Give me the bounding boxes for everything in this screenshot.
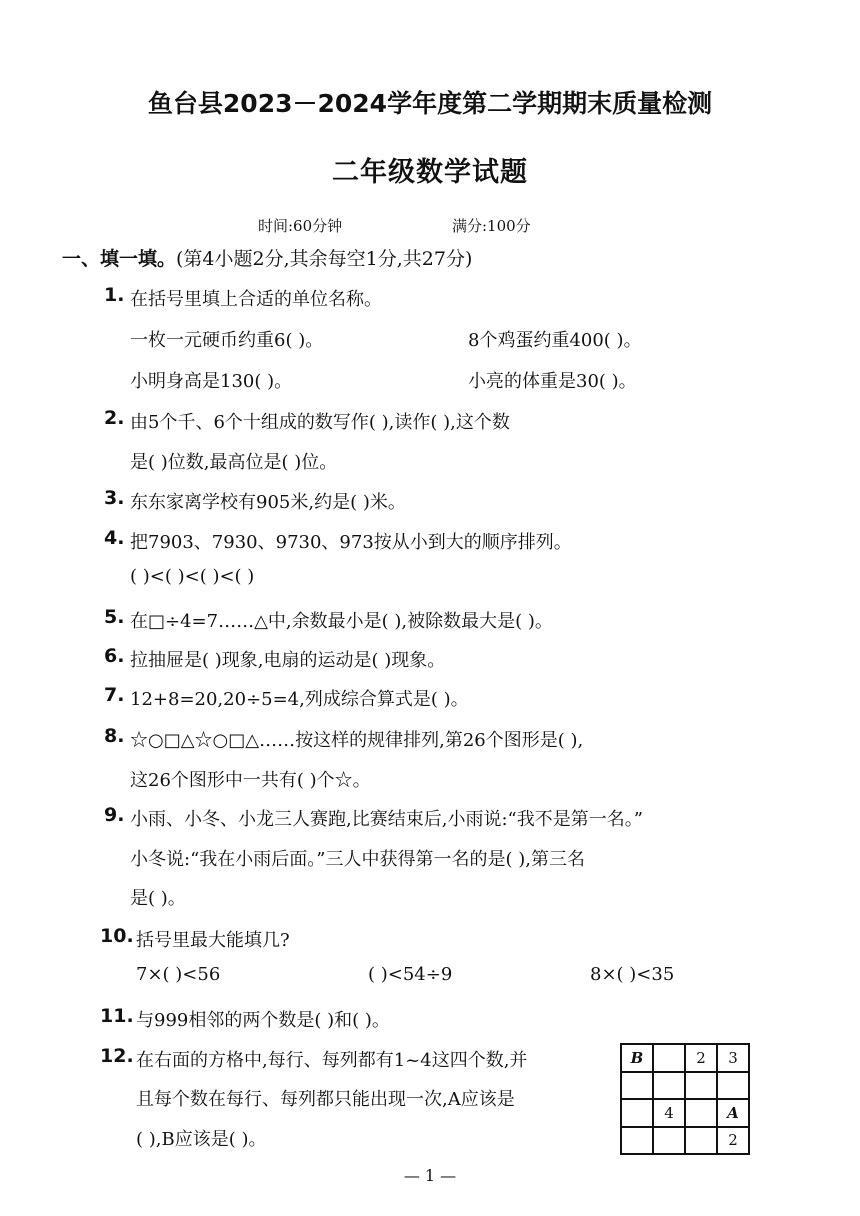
section-heading — [62, 244, 472, 271]
question-item: 小明身高是130( )。 — [130, 371, 293, 392]
question-number: 11. — [100, 1005, 134, 1027]
question-item: 8×( )<35 — [590, 964, 675, 985]
question-item: 小亮的体重是30( )。 — [468, 371, 637, 392]
question-text: 小冬说:“我在小雨后面。”三人中获得第一名的是( ),第三名 — [130, 849, 585, 870]
grid-cell — [685, 1127, 717, 1155]
question-item: 7×( )<56 — [136, 964, 221, 985]
grid-cell: 2 — [717, 1127, 749, 1155]
question-text: 拉抽屉是( )现象,电扇的运动是( )现象。 — [130, 650, 446, 671]
question-text: ☆○□△☆○□△……按这样的规律排列,第26个图形是( ), — [130, 730, 584, 751]
question-text: 把7903、7930、9730、973按从小到大的顺序排列。 — [130, 532, 572, 553]
question-text: 括号里最大能填几? — [136, 930, 290, 951]
grid-cell — [685, 1099, 717, 1127]
question-number: 10. — [100, 925, 134, 947]
grid-cell: 2 — [685, 1044, 717, 1072]
grid-cell — [653, 1072, 685, 1100]
question-number: 6. — [104, 645, 125, 667]
question-number: 2. — [104, 407, 125, 429]
question-text: 由5个千、6个十组成的数写作( ),读作( ),这个数 — [130, 412, 510, 433]
question-text: 与999相邻的两个数是( )和( )。 — [136, 1010, 390, 1031]
question-text: 是( )。 — [130, 888, 186, 909]
grid-cell: B — [621, 1044, 653, 1072]
grid-cell — [685, 1072, 717, 1100]
grid-cell — [621, 1099, 653, 1127]
question-text: ( ),B应该是( )。 — [136, 1129, 267, 1150]
grid-cell — [717, 1072, 749, 1100]
question-number: 7. — [104, 684, 125, 706]
exam-header: 鱼台县2023－2024学年度第二学期期末质量检测 — [147, 89, 713, 118]
grid-cell — [653, 1044, 685, 1072]
question-number: 1. — [104, 284, 125, 306]
exam-score: 满分:100分 — [452, 217, 531, 235]
question-item: 一枚一元硬币约重6( )。 — [130, 330, 324, 351]
question-item: 8个鸡蛋约重400( )。 — [468, 330, 642, 351]
section-note: (第4小题2分,其余每空1分,共27分) — [176, 248, 473, 270]
number-grid — [620, 1043, 750, 1155]
exam-time: 时间:60分钟 — [258, 217, 343, 235]
question-text: 12+8=20,20÷5=4,列成综合算式是( )。 — [130, 689, 469, 710]
question-text: 且每个数在每行、每列都只能出现一次,A应该是 — [136, 1089, 515, 1110]
question-text: 在右面的方格中,每行、每列都有1~4这四个数,并 — [136, 1050, 528, 1071]
question-item: ( )<54÷9 — [368, 964, 453, 985]
section-label: 一、填一填。 — [62, 248, 177, 270]
grid-cell: 3 — [717, 1044, 749, 1072]
grid-cell — [653, 1127, 685, 1155]
question-number: 12. — [100, 1045, 134, 1067]
question-number: 8. — [104, 725, 125, 747]
question-text: 在括号里填上合适的单位名称。 — [130, 289, 382, 310]
question-text: 小雨、小冬、小龙三人赛跑,比赛结束后,小雨说:“我不是第一名。” — [130, 809, 643, 830]
question-text: 东东家离学校有905米,约是( )米。 — [130, 492, 406, 513]
page-title: 二年级数学试题 — [332, 157, 528, 188]
grid-cell — [621, 1127, 653, 1155]
grid-cell — [621, 1072, 653, 1100]
question-number: 4. — [104, 527, 125, 549]
question-text: 在□÷4=7……△中,余数最小是( ),被除数最大是( )。 — [130, 611, 553, 632]
question-text: 是( )位数,最高位是( )位。 — [130, 452, 338, 473]
question-number: 9. — [104, 804, 125, 826]
question-number: 5. — [104, 606, 125, 628]
grid-cell: A — [717, 1099, 749, 1127]
page-number: — 1 — — [403, 1166, 457, 1185]
question-text: 这26个图形中一共有( )个☆。 — [130, 770, 371, 791]
grid-cell: 4 — [653, 1099, 685, 1127]
question-text: ( )<( )<( )<( ) — [130, 566, 255, 587]
question-number: 3. — [104, 487, 125, 509]
